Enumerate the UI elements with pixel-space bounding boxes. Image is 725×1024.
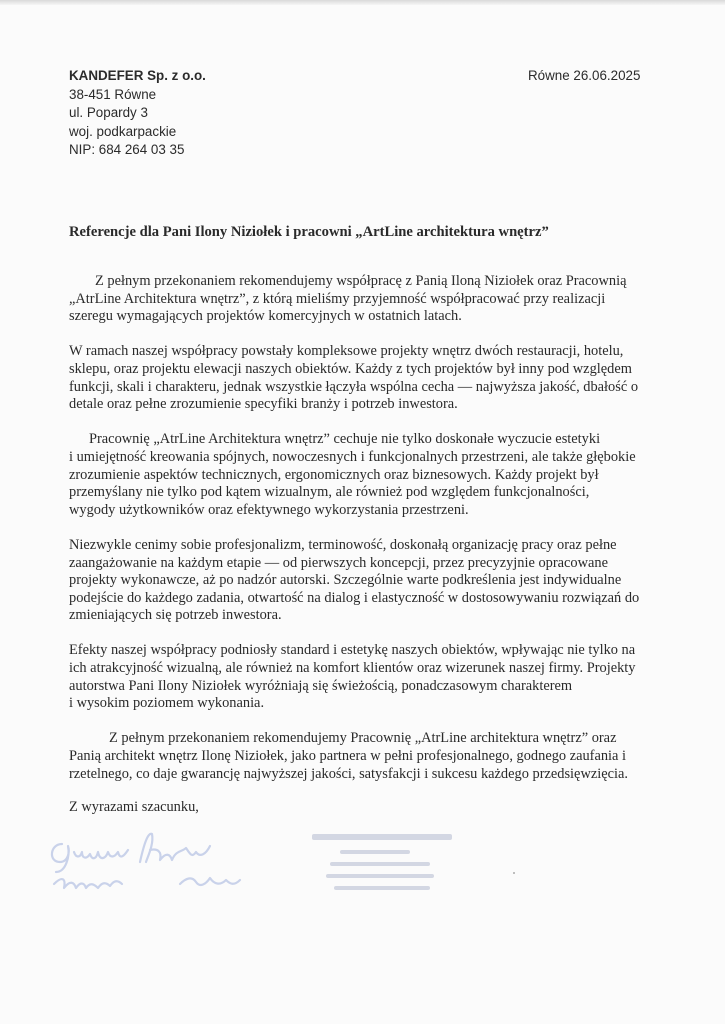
paragraph-line: ich atrakcyjność wizualną, ale również na komfort klientów oraz wizerunek naszej firmy. Projekty <box>69 660 636 677</box>
paragraph-line: Z pełnym przekonaniem rekomendujemy współpracę z Panią Iloną Niziołek oraz Pracownią <box>95 273 627 289</box>
letter-body <box>69 273 681 801</box>
sender-nip: NIP: 684 264 03 35 <box>69 142 185 158</box>
paragraph-line: Panią architekt wnętrz Ilonę Niziołek, jako partnera w pełni profesjonalnego, godnego zaufania i <box>69 748 627 765</box>
body-paragraph <box>69 642 681 712</box>
scan-speck <box>513 872 515 874</box>
paragraph-line: Niezwykle cenimy sobie profesjonalizm, terminowość, doskonałą organizację pracy oraz pełne <box>69 536 617 553</box>
paragraph-line: W ramach naszej współpracy powstały kompleksowe projekty wnętrz dwóch restauracji, hotelu, <box>69 343 624 360</box>
company-stamp <box>300 828 470 908</box>
body-paragraph <box>69 273 681 326</box>
paragraph-line: „AtrLine Architektura wnętrz”, z którą mieliśmy przyjemność współpracować przy realizacji <box>69 290 606 307</box>
paragraph-line: zmieniających się potrzeb inwestora. <box>69 607 282 624</box>
body-paragraph <box>69 730 681 783</box>
paragraph-line: sklepu, oraz projektu elewacji naszych obiektów. Każdy z tych projektów był inny pod względem <box>69 360 632 377</box>
paragraph-line: Efekty naszej współpracy podniosły standard i estetykę naszych obiektów, wpływając nie tylko na <box>69 642 636 659</box>
body-paragraph <box>69 431 681 519</box>
body-paragraph <box>69 537 681 625</box>
scan-top-edge <box>0 0 725 5</box>
paragraph-line: zrozumienie aspektów technicznych, ergonomicznych oraz biznesowych. Każdy projekt był <box>69 466 599 483</box>
paragraph-line: detale oraz pełne zrozumienie specyfiki branży i potrzeb inwestora. <box>69 396 458 413</box>
closing-phrase: Z wyrazami szacunku, <box>69 799 199 815</box>
sender-block <box>69 67 206 160</box>
body-paragraph <box>69 343 681 413</box>
sender-street: ul. Popardy 3 <box>69 105 148 121</box>
paragraph-line: autorstwa Pani Ilony Niziołek wyróżniają się świeżością, ponadczasowym charakterem <box>69 677 573 694</box>
sender-name: KANDEFER Sp. z o.o. <box>69 68 206 83</box>
paragraph-line: podejście do każdego zadania, otwartość na dialog i elastyczność w dostosowywaniu rozwiązań do <box>69 589 640 606</box>
paragraph-line: i wysokim poziomem wykonania. <box>69 695 265 712</box>
paragraph-line: i umiejętność kreowania spójnych, nowoczesnych i funkcjonalnych przestrzeni, ale także głębokie <box>69 448 636 465</box>
letter-title: Referencje dla Pani Ilony Niziołek i pracowni „ArtLine architektura wnętrz” <box>69 224 549 240</box>
paragraph-line: Z pełnym przekonaniem rekomendujemy Pracownię „AtrLine architektura wnętrz” oraz <box>109 730 617 747</box>
letter-date: Równe 26.06.2025 <box>528 68 641 83</box>
paragraph-line: rzetelnego, co daje gwarancję najwyższej jakości, satysfakcji i sukcesu każdego przedsięwzięcia. <box>69 765 628 782</box>
sender-region: woj. podkarpackie <box>69 123 177 139</box>
paragraph-line: zaangażowanie na każdym etapie — od pierwszych koncepcji, przez precyzyjnie opracowane <box>69 554 608 571</box>
signature-scribble <box>40 822 260 902</box>
paragraph-line: funkcji, skali i charakteru, jednak wszystkie łączyła wspólna cecha — najwyższa jakość, dbałość o <box>69 378 639 395</box>
paragraph-line: wygody użytkowników oraz efektywnego wykorzystania przestrzeni. <box>69 501 469 518</box>
sender-postal: 38-451 Równe <box>69 86 157 102</box>
paragraph-line: projekty wykonawcze, aż po nadzór autorski. Szczególnie warte podkreślenia jest indywidualne <box>69 572 622 589</box>
paragraph-line: przemyślany nie tylko pod kątem wizualnym, ale również pod względem funkcjonalności, <box>69 484 590 501</box>
paragraph-line: szeregu wymagających projektów komercyjnych w ostatnich latach. <box>69 308 462 325</box>
paragraph-line: Pracownię „AtrLine Architektura wnętrz” cechuje nie tylko doskonałe wyczucie estetyki <box>89 431 601 448</box>
